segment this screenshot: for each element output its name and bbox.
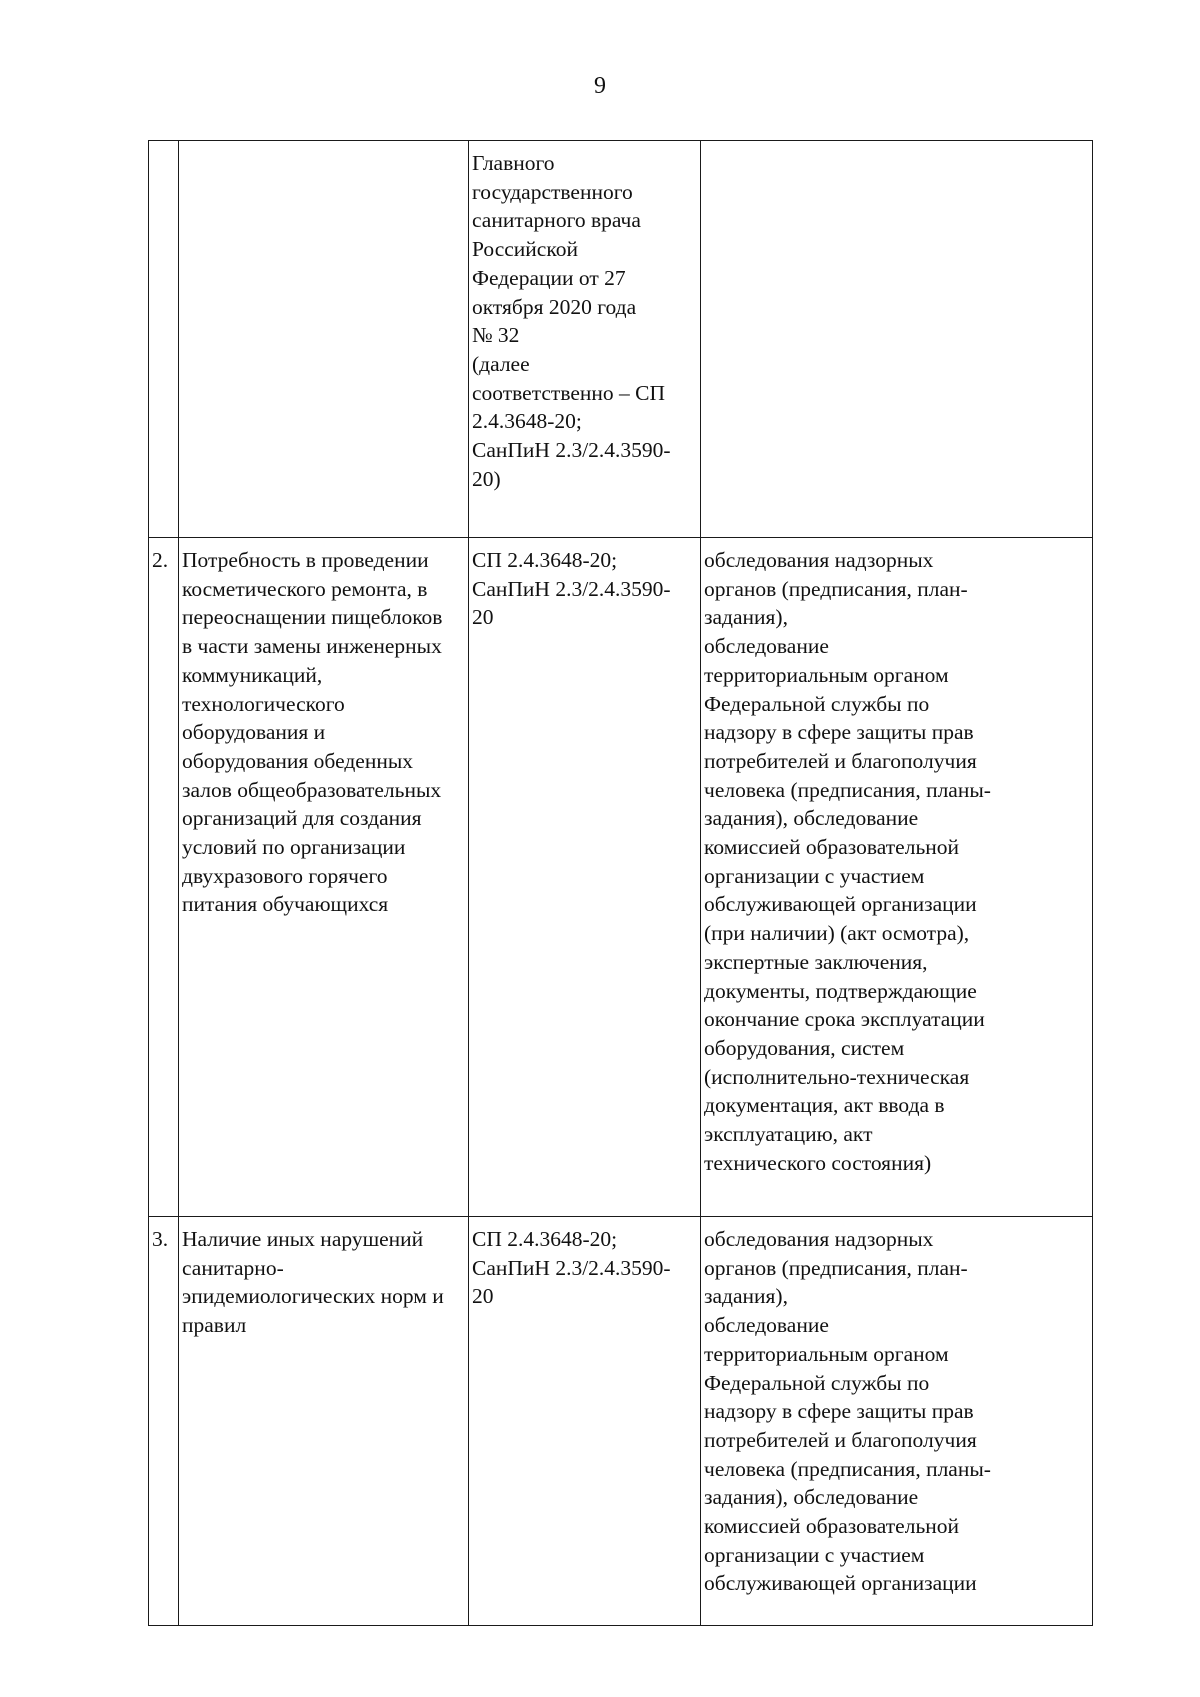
row-sources: обследования надзорных органов (предписания, план- задания), обследование территориальным органом Федеральной службы по надзору в сфере защиты прав потребителей и благополучия человека (предписания, планы- задания), обследование комиссией образовательной организации с участием обслуживающей организации: [704, 1227, 991, 1596]
row-norms: Главного государственного санитарного врача Российской Федерации от 27 октября 2020 года № 32 (далее соответственно – СП 2.4.3648-20; СанПиН 2.3/2.4.3590- 20): [472, 151, 671, 491]
row-number: 3.: [152, 1227, 169, 1251]
sources-cell: [701, 1217, 1093, 1626]
row-description: Наличие иных нарушений санитарно- эпидемиологических норм и правил: [182, 1227, 444, 1338]
row-sources: обследования надзорных органов (предписания, план- задания), обследование территориальным органом Федеральной службы по надзору в сфере защиты прав потребителей и благополучия человека (предписания, планы- задания), обследование комиссией образовательной организации с участием обслуживающей организации (при наличии) (акт осмотра), экспертные заключения, документы, подтверждающие окончание срока эксплуатации оборудования, систем (исполнительно-техническая документация, акт ввода в эксплуатацию, акт технического состояния): [704, 548, 991, 1175]
norms-cell: [469, 141, 701, 538]
description-cell: [179, 538, 469, 1217]
requirements-table: [148, 140, 1093, 1626]
norms-cell: [469, 1217, 701, 1626]
table-row: [149, 141, 1093, 538]
row-number-cell: [149, 141, 179, 538]
row-norms: СП 2.4.3648-20; СанПиН 2.3/2.4.3590- 20: [472, 1227, 671, 1309]
row-number: 2.: [152, 548, 169, 572]
row-number-cell: [149, 1217, 179, 1626]
row-norms: СП 2.4.3648-20; СанПиН 2.3/2.4.3590- 20: [472, 548, 671, 630]
row-number-cell: [149, 538, 179, 1217]
page-number: 9: [594, 73, 606, 99]
norms-cell: [469, 538, 701, 1217]
description-cell: [179, 141, 469, 538]
table-row: [149, 538, 1093, 1217]
description-cell: [179, 1217, 469, 1626]
table-row: [149, 1217, 1093, 1626]
sources-cell: [701, 141, 1093, 538]
sources-cell: [701, 538, 1093, 1217]
row-description: Потребность в проведении косметического ремонта, в переоснащении пищеблоков в части замены инженерных коммуникаций, технологического оборудования и оборудования обеденных залов общеобразовательных организаций для создания условий по организации двухразового горячего питания обучающихся: [182, 548, 443, 917]
